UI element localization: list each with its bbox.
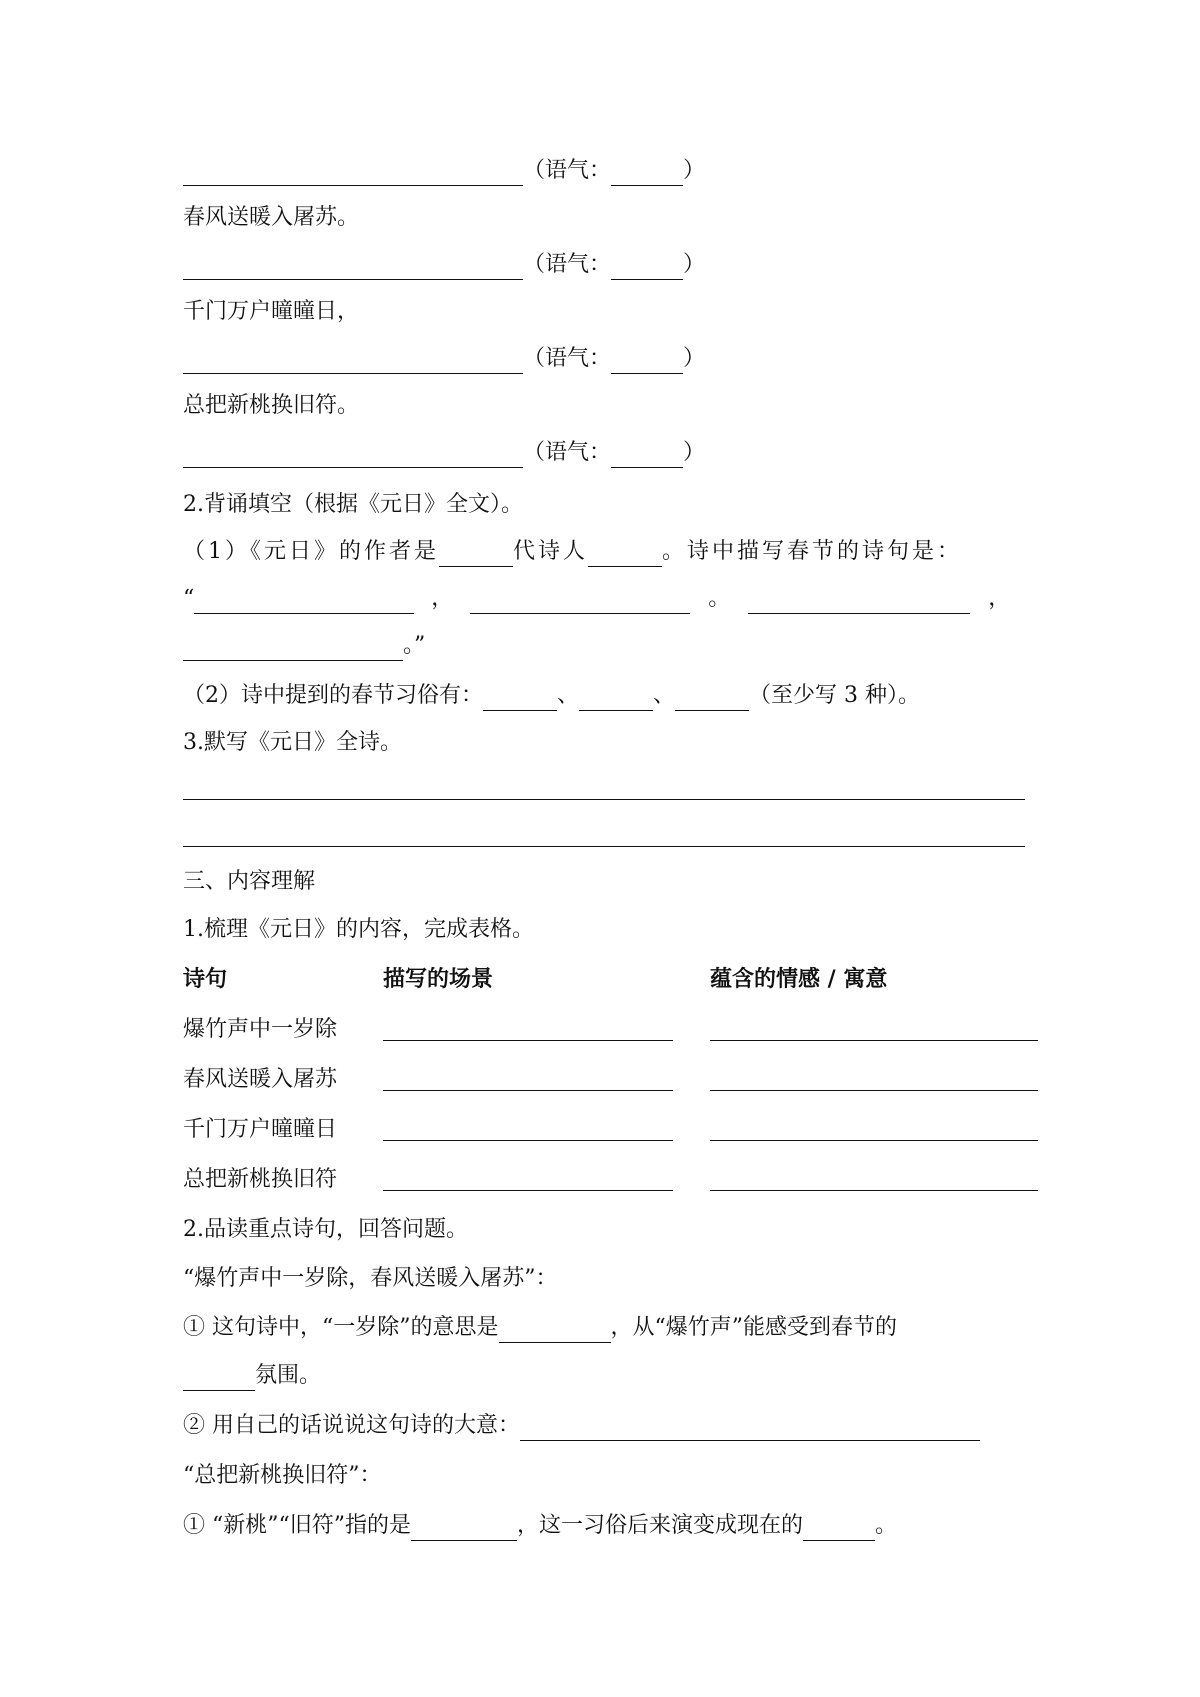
- tone-row-2: [183, 250, 705, 280]
- tone-label: （语气：: [523, 440, 612, 465]
- q2-part2-text: （2）诗中提到的春节习俗有：: [183, 683, 483, 708]
- table-header-emotion: 蕴含的情感 / 寓意: [710, 967, 888, 992]
- verse-blank[interactable]: [748, 589, 970, 614]
- poet-blank[interactable]: [588, 542, 662, 567]
- q2-3-text: ① “新桃”“旧符”指的是: [183, 1513, 411, 1538]
- tone-row-1: [183, 156, 705, 186]
- dynasty-blank[interactable]: [439, 542, 513, 567]
- tone-label: （语气：: [523, 346, 612, 371]
- verse-blank[interactable]: [194, 589, 414, 614]
- table-row-verse: 总把新桃换旧符: [183, 1167, 338, 1192]
- tone-blank[interactable]: [611, 255, 683, 280]
- poem-line-3: 千门万户曈曈日，: [183, 299, 360, 324]
- table-row-verse: 春风送暖入屠苏: [183, 1067, 338, 1092]
- emotion-blank[interactable]: [710, 1140, 1038, 1141]
- punct: ，: [988, 586, 1011, 611]
- q2-part1-text: 。诗中描写春节的诗句是：: [662, 539, 963, 564]
- q2-3-text: ，这一习俗后来演变成现在的: [516, 1513, 803, 1538]
- punct: 。: [708, 586, 731, 611]
- answer-blank[interactable]: [183, 255, 523, 280]
- verse-blank[interactable]: [470, 589, 690, 614]
- q2-part1: [183, 537, 962, 567]
- table-header-scene: 描写的场景: [383, 967, 494, 992]
- q2-2-text: ② 用自己的话说说这句诗的大意：: [183, 1413, 520, 1438]
- poem-line-2: 春风送暖入屠苏。: [183, 205, 360, 230]
- q2-1-text: ① 这句诗中，“一岁除”的意思是: [183, 1315, 499, 1340]
- q2-part2-text: （至少写 3 种）。: [749, 683, 921, 708]
- scene-blank[interactable]: [383, 1040, 673, 1041]
- answer-blank[interactable]: [183, 161, 523, 186]
- q2-1: [183, 1313, 897, 1343]
- poem-line-4: 总把新桃换旧符。: [183, 393, 360, 418]
- table-header-verse: 诗句: [183, 967, 228, 992]
- tone-label: （语气：: [523, 252, 612, 277]
- punct: ，: [431, 586, 454, 611]
- atmosphere-blank[interactable]: [183, 1366, 255, 1391]
- scene-blank[interactable]: [383, 1190, 673, 1191]
- scene-blank[interactable]: [383, 1090, 673, 1091]
- q2-1-text: 氛围。: [255, 1363, 322, 1388]
- tone-row-4: [183, 438, 705, 468]
- table-row-verse: 千门万户曈曈日: [183, 1117, 338, 1142]
- quote-1: “爆竹声中一岁除，春风送暖入屠苏”：: [183, 1266, 558, 1291]
- q2-1-cont: [183, 1361, 321, 1391]
- tone-blank[interactable]: [611, 161, 683, 186]
- section3-q1-title: 1.梳理《元日》的内容，完成表格。: [183, 917, 534, 942]
- emotion-blank[interactable]: [710, 1190, 1038, 1191]
- section3-q2-title: 2.品读重点诗句，回答问题。: [183, 1217, 468, 1242]
- quote-2: “总把新桃换旧符”：: [183, 1463, 382, 1488]
- custom-blank[interactable]: [483, 686, 557, 711]
- q2-3-text: 。: [875, 1513, 898, 1538]
- tone-close: ）: [683, 158, 706, 183]
- q2-1-text: ，从“爆竹声”能感受到春节的: [610, 1315, 897, 1340]
- punct: 、: [653, 683, 676, 708]
- answer-blank[interactable]: [183, 443, 523, 468]
- q2-title: 2.背诵填空（根据《元日》全文）。: [183, 492, 523, 517]
- q2-2: [183, 1411, 980, 1441]
- custom-blank[interactable]: [579, 686, 653, 711]
- tone-blank[interactable]: [611, 443, 683, 468]
- verse-blank[interactable]: [183, 636, 403, 661]
- q2-part1-text: 代诗人: [513, 539, 589, 564]
- modern-custom-blank[interactable]: [803, 1516, 875, 1541]
- answer-blank[interactable]: [183, 349, 523, 374]
- emotion-blank[interactable]: [710, 1040, 1038, 1041]
- object-blank[interactable]: [411, 1516, 517, 1541]
- tone-label: （语气：: [523, 158, 612, 183]
- meaning-blank[interactable]: [499, 1318, 611, 1343]
- quote-mark: “: [183, 586, 195, 611]
- q2-part2: [183, 681, 920, 711]
- punct: 。”: [403, 633, 426, 658]
- section-heading: 三、内容理解: [183, 869, 316, 894]
- tone-blank[interactable]: [611, 349, 683, 374]
- q2-3: [183, 1511, 897, 1541]
- q2-part1-text: （1）《元日》的作者是: [183, 539, 439, 564]
- emotion-blank[interactable]: [710, 1090, 1038, 1091]
- poem-writing-line[interactable]: [183, 846, 1025, 847]
- q3-title: 3.默写《元日》全诗。: [183, 730, 402, 755]
- tone-close: ）: [683, 440, 706, 465]
- scene-blank[interactable]: [383, 1140, 673, 1141]
- tone-close: ）: [683, 346, 706, 371]
- q2-verse-row: [183, 584, 1010, 614]
- tone-close: ）: [683, 252, 706, 277]
- tone-row-3: [183, 344, 705, 374]
- custom-blank[interactable]: [675, 686, 749, 711]
- summary-blank[interactable]: [520, 1416, 980, 1441]
- q2-verse-row-2: [183, 631, 425, 661]
- table-row-verse: 爆竹声中一岁除: [183, 1017, 338, 1042]
- punct: 、: [557, 683, 580, 708]
- poem-writing-line[interactable]: [183, 799, 1025, 800]
